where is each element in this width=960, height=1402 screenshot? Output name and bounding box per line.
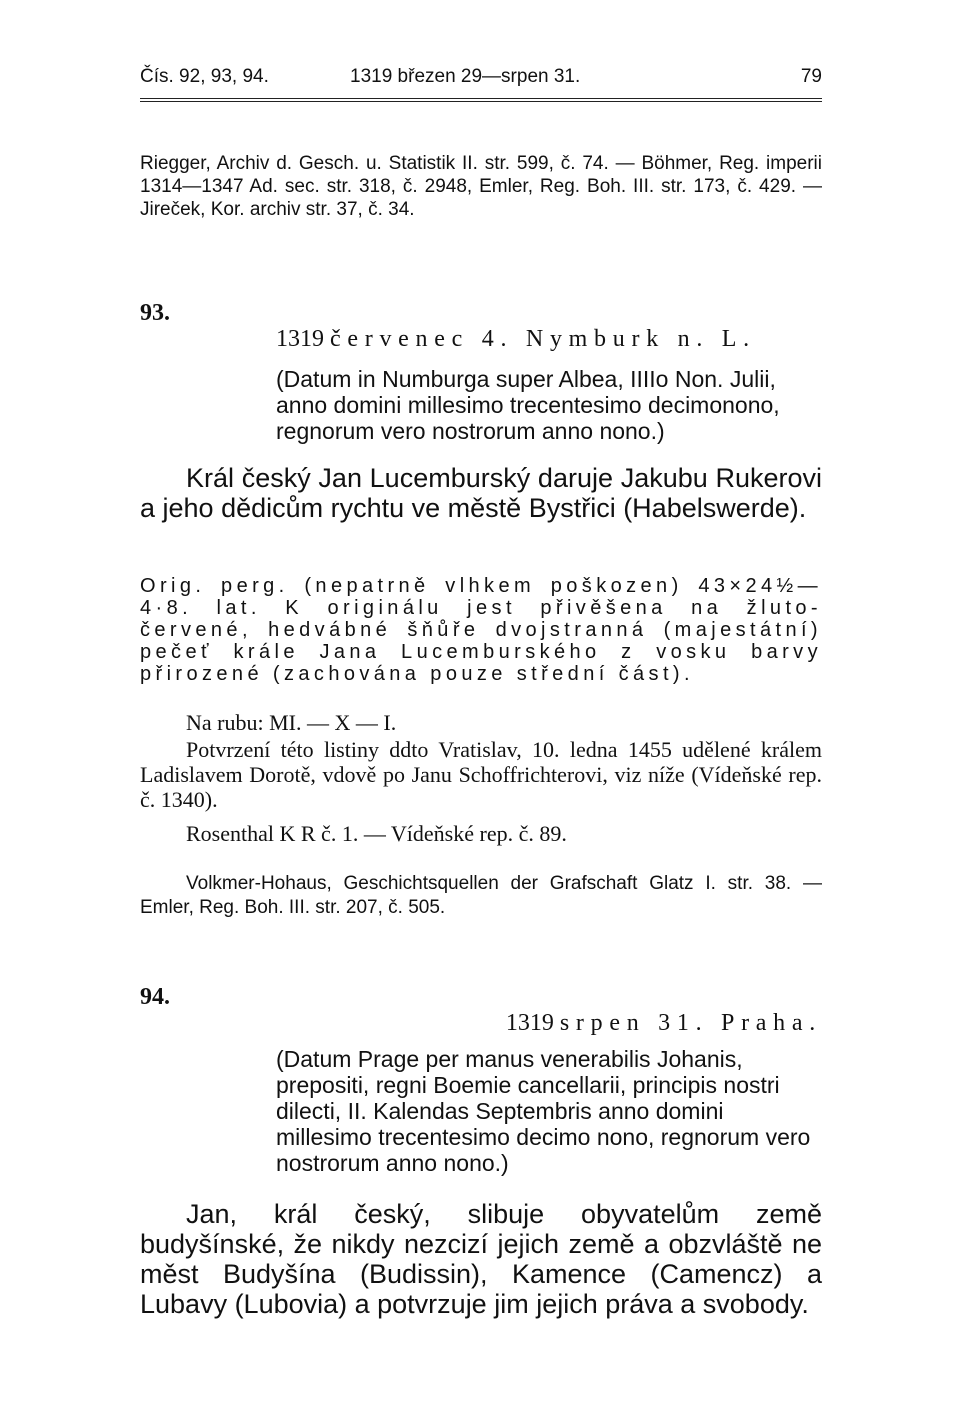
dorsal-note-93: Na rubu: MI. — X — I. bbox=[186, 710, 397, 735]
dateline-94-year: 1319 bbox=[505, 1010, 554, 1036]
latin-dating-94: (Datum Prage per manus venerabilis Johanis, prepositi, regni Boemie cancellarii, principis nostri dilecti, II. Kalendas Septembris anno domini millesimo trecentesimo decimo nono, regnorum vero nostrorum anno nono.) bbox=[276, 1046, 811, 1176]
header-date-range: 1319 březen 29—srpen 31. bbox=[350, 66, 581, 87]
original-description-93: Orig. perg. (nepatrně vlhkem poškozen) 43×24½—4·8. lat. K originálu jest přivěšena na žluto-červené, hedvábné šňůře dvojstranná (majestátní) pečeť krále Jana Lucemburského z vosku barvy přirozené (zachována pouze střední část). bbox=[140, 575, 822, 685]
header-document-numbers: Čís. 92, 93, 94. bbox=[140, 66, 269, 87]
dateline-93-place: červenec 4. Nymburk n. L. bbox=[330, 326, 756, 352]
confirmation-note-93: Potvrzení této listiny ddto Vratislav, 10. ledna 1455 udělené králem Ladislavem Dorotě, vdově po Janu Schoffrichterovi, viz níže (Vídeňské rep. č. 1340). bbox=[140, 737, 822, 812]
dateline-94-place: srpen 31. Praha. bbox=[559, 1010, 822, 1036]
running-header bbox=[140, 60, 822, 98]
regest-93: Král český Jan Lucemburský daruje Jakubu Rukerovi a jeho dědicům rychtu ve městě Bystřici (Habelswerde). bbox=[140, 463, 822, 523]
latin-dating-93: (Datum in Numburga super Albea, IIIIo Non. Julii, anno domini millesimo trecentesimo decimonono, regnorum vero nostrorum anno nono.) bbox=[276, 366, 780, 444]
regest-94: Jan, král český, slibuje obyvatelům země budyšínské, že nikdy nezcizí jejich země a obzvláště ne měst Budyšína (Budissin), Kamence (Camencz) a Lubavy (Lubovia) a potvrzuje jim jejich práva a svobody. bbox=[140, 1199, 822, 1319]
document-number-94: 94. bbox=[140, 984, 170, 1010]
bibliography-references-92: Riegger, Archiv d. Gesch. u. Statistik II. str. 599, č. 74. — Böhmer, Reg. imperii 1314—1347 Ad. sec. str. 318, č. 2948, Emler, Reg. Boh. III. str. 173, č. 429. — Jireček, Kor. archiv str. 37, č. 34. bbox=[140, 153, 822, 220]
archive-reference-93: Rosenthal K R č. 1. — Vídeňské rep. č. 89. bbox=[186, 821, 567, 846]
dateline-93-year: 1319 bbox=[276, 326, 324, 352]
bibliography-references-93: Volkmer-Hohaus, Geschichtsquellen der Grafschaft Glatz I. str. 38. — Emler, Reg. Boh. III. str. 207, č. 505. bbox=[140, 873, 822, 918]
document-number-93: 93. bbox=[140, 300, 170, 326]
header-rule bbox=[140, 98, 822, 99]
page-number: 79 bbox=[800, 66, 822, 87]
header-rule-double bbox=[140, 101, 822, 102]
dateline-93 bbox=[276, 326, 822, 353]
dateline-94 bbox=[276, 1010, 822, 1037]
